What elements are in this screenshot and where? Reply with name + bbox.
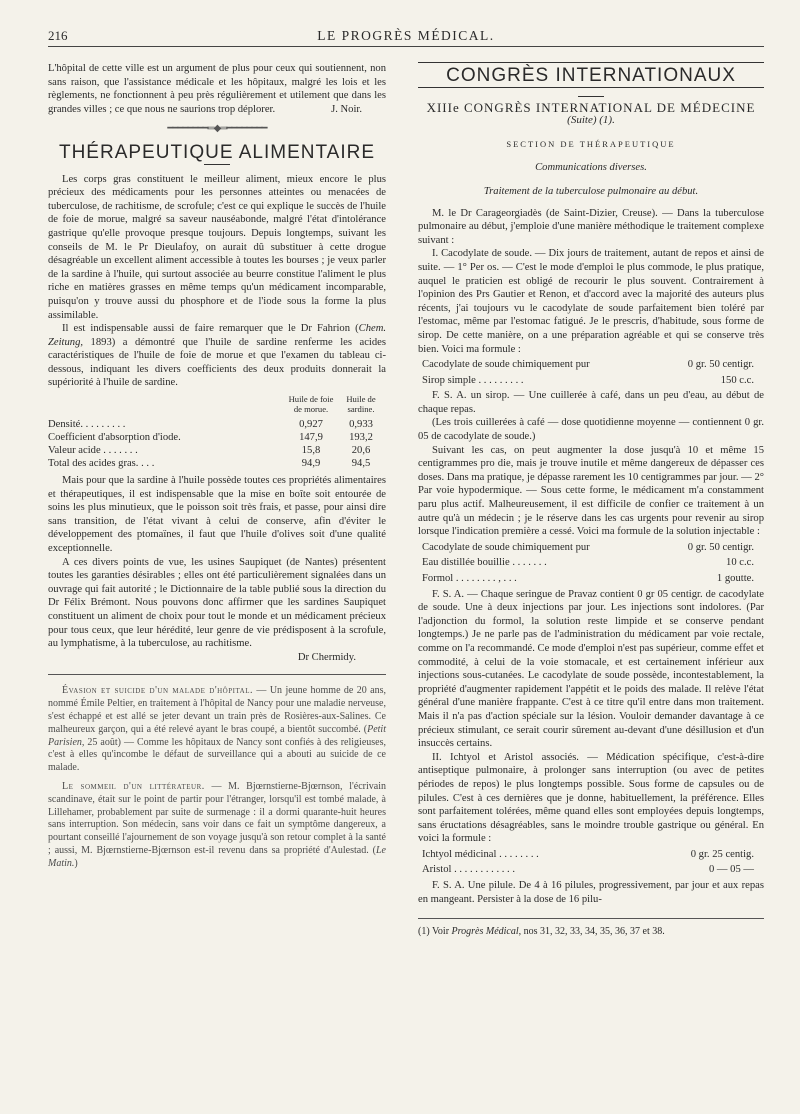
paragraph: M. le Dr Carageorgiadès (de Saint-Dizier, Creuse). — Dans la tuberculose pulmonaire au début, j'emploie d'une manière méthodique le traitement complexe suivant : xyxy=(418,207,764,246)
congress-subhead: XIIIe CONGRÈS INTERNATIONAL DE MÉDECINE xyxy=(426,99,756,115)
divider xyxy=(48,674,386,675)
news-item: Évasion et suicide d'un malade d'hôpital. — Un jeune homme de 20 ans, nommé Émile Peltier, en traitement à l'hôpital de Nancy pour une maladie nerveuse, s'est échappé et est allé se jeter devant un train près de Rosières-aux-Salines. Ce malheureux garçon, qui a été relevé ayant le bras coupé, a bientôt succombé. (Petit Parisien, 25 août) — Comme les hôpitaux de Nancy sont confiés à des religieuses, c'est à elles qu'incombe le défaut de surveillance qui a abouti au suicide de ce malade. xyxy=(48,685,386,774)
left-column xyxy=(48,62,386,871)
paragraph: F. S. A. un sirop. — Une cuillerée à café, dans un peu d'eau, au début de chaque repas. xyxy=(418,390,764,415)
title-rule xyxy=(578,96,604,97)
journal-title: LE PROGRÈS MÉDICAL. xyxy=(317,28,495,43)
paragraph: Il est indispensable aussi de faire remarquer que le Dr Fahrion (Chem. Zeitung, 1893) a démontré que l'huile de sardine renferme les acides caractéristiques de l'huile de foie de morue et que l'examen du tableau ci-dessous, indiquant les divers coefficients des deux produits donnerait la supériorité à l'huile de sardine. xyxy=(48,323,386,389)
page-header xyxy=(48,24,764,47)
title-rule xyxy=(204,164,230,165)
table-row: Total des acides gras. . . . 94,9 94,5 xyxy=(48,458,371,470)
formula-line: Ichtyol médicinal . . . . . . . . 0 gr. 25 centig. xyxy=(422,848,754,860)
table-row: Densité. . . . . . . . . 0,927 0,933 xyxy=(48,419,373,431)
paragraph: F. S. A. — Chaque seringue de Pravaz contient 0 gr 05 centigr. de cacodylate de soude. Une à deux injections par jour. Les injections sont indolores. (Par l'adjonction du formol, la solution reste limpide et se conserve pendant longtemps.) Je ne parle pas de l'administration du médicament par voie rectale, comme on l'a recommandé. Ce mode d'emploi n'est pas supérieur, comme effet et commodité, à celui de la voie stomacale, et est certainement inférieur aux injections sous-cutanées. Le cacodylate de soude possède, incontestablement, la propriété d'augmenter rapidement l'appétit et le poids des malade. Il relève l'état général d'une manière frappante. C'est à ce titre qu'il entre dans mon traitement. Mais il n'a pas d'action spéciale sur la lésion. Vouloir demander davantage à ce précieux stimulant, ce serait courir sûrement au-devant d'une désillusion et d'un insuccès certains. xyxy=(418,588,764,750)
oil-comparison-table xyxy=(48,394,386,470)
suite-note: (Suite) (1). xyxy=(567,114,615,127)
paragraph: A ces divers points de vue, les usines Saupiquet (de Nantes) présentent toutes les garanties désirables ; elles ont été particulièrement signalées dans un ouvrage qui fait autorité ; le Dictionnaire de la table publié sous la direction du Dr Félix Brémont. Nous pouvons donc affirmer que les sardines Saupiquet constituent un aliment de choix pour tout le monde et un médicament précieux pour tous ceux, que leur hérédité, leur genre de vie prédisposent à la scrofule, au lymphatisme, à la tuberculose, au rachitisme. xyxy=(48,556,386,650)
article-signature: Dr Chermidy. xyxy=(297,651,356,663)
section-title-therapeutique: THÉRAPEUTIQUE ALIMENTAIRE xyxy=(58,141,376,163)
formula-line: Cacodylate de soude chimiquement pur 0 gr. 50 centigr. xyxy=(422,541,754,553)
citation: Chem. Zeitung, xyxy=(48,323,386,348)
right-column xyxy=(418,62,764,939)
column-header: Huile de sardine. xyxy=(346,394,376,415)
footnote: (1) Voir Progrès Médical, nos 31, 32, 33, 34, 35, 36, 37 et 38. xyxy=(418,918,764,939)
formula-line: Formol . . . . . . . . , . . . 1 goutte. xyxy=(422,573,754,584)
ornamental-divider: ━━━━━━━━═◆═━━━━━━━━ xyxy=(167,123,267,135)
paragraph: Suivant les cas, on peut augmenter la dose jusqu'à 10 et même 15 centigrammes pro die, mais je trouve inutile et même dangereux de dépasser ces doses. Dans ma pratique, je dépasse rarement les 10 centigrammes par jour. — 2° Par voie hypodermique. — Sous cette forme, le médicament m'a constamment paru plus actif. Malheureusement, il est difficile de confier ce traitement à un autre qu'à un médecin ; je le réserve dans les cas urgents pour revenir au sirop lorsque l'indication première a cessé. Voici ma formule de la solution injectable : xyxy=(418,444,764,538)
page-number: 216 xyxy=(48,28,68,43)
table-row: Coefficient d'absorption d'iode. 147,9 193,2 xyxy=(48,432,373,444)
formula-line: Eau distillée bouillie . . . . . . . 10 c.c. xyxy=(422,557,754,569)
table-row: Valeur acide . . . . . . . 15,8 20,6 xyxy=(48,445,371,457)
paragraph: F. S. A. Une pilule. De 4 à 16 pilules, progressivement, par jour et aux repas en mangeant. Persister à la dose de 16 pilu- xyxy=(418,880,764,905)
news-item: Le sommeil d'un littérateur. — M. Bjœrnstierne-Bjœrnson, l'écrivain scandinave, était sur le point de partir pour l'étranger, lorsqu'il est tombé malade, à Lillehamer, probablement par suite de surmenage : il a dormi quarante-huit heures sans interruption. Son médecin, sans voir dans ce fait un symptôme dangereux, a pourtant conseillé l'ajournement de son voyage jusqu'à son retour complet à la santé ; aussi, M. Bjœrnstierne-Bjœrnson est-il revenu dans sa propriété d'Aulestad. (Le Matin.) xyxy=(48,780,386,869)
news-title: Le sommeil d'un littérateur. xyxy=(62,780,205,792)
paragraph: Mais pour que la sardine à l'huile possède toutes ces propriétés alimentaires et thérapeutiques, il est indispensable que la mise en boîte soit entourée de soins les plus minutieux, que le poisson soit très frais, et passe, pour ainsi dire sans transition, de l'état vivant à celui de conserve, afin d'éviter le développement des ptomaïnes, il faut que l'huile d'olives soit d'une qualité exceptionnelle. xyxy=(48,475,386,555)
topic-heading: Traitement de la tuberculose pulmonaire au début. xyxy=(483,185,699,197)
paragraph: I. Cacodylate de soude. — Dix jours de traitement, autant de repos et ainsi de suite. — 1° Per os. — C'est le mode d'emploi le plus commode, le plus pratique, auquel le praticien est obligé de recourir le plus souvent. Contrairement à l'opinion des Prs Gautier et Renon, et d'accord avec la majorité des auteurs plus récents, j'ai toujours vu le cacodylate de soude parfaitement bien toléré par l'estomac, même par l'estomac fatigué. Je le prescris, d'habitude, sous forme de sirop. De cette manière, on a une préparation agréable et qui se conserve très bien. Voici ma formule : xyxy=(418,248,764,355)
paragraph: Les corps gras constituent le meilleur aliment, mieux encore le plus précieux des médicaments pour les personnes atteintes ou menacées de tuberculose, de rachitisme, de scrofule; c'est ce qui explique le succès de l'huile de foie de morue, malgré sa saveur nauséabonde, malgré l'état d'intolérance gastrique qu'elle provoque presque toujours. Depuis longtemps, suivant les conseils de M. le Pr Dieulafoy, on aurait dû substituer à cette drogue désagréable un excellent aliment accessible à toutes les bourses ; je veux parler de la sardine à l'huile, qui surtout associée au beurre constitue l'aliment le plus riche en matières grasses en même temps qu'un médicament incomparable, puisqu'on y trouve aussi du phosphore et de l'iode sous la forme la plus assimilable. xyxy=(48,173,386,321)
intro-paragraph: L'hôpital de cette ville est un argument de plus pour ceux qui soutiennent, non sans raison, que l'assistance médicale et les hôpitaux, malgré les lois et les règlements, ne fonctionnent à peu près régulièrement et utilement que dans les grandes villes ; ce que nous ne saurions trop déplorer. J. Noir. xyxy=(48,63,386,115)
formula-line: Sirop simple . . . . . . . . . 150 c.c. xyxy=(422,374,754,386)
intro-signature: J. Noir. xyxy=(331,103,362,115)
formula-line: Cacodylate de soude chimiquement pur 0 gr. 50 centigr. xyxy=(422,359,754,371)
congress-title: CONGRÈS INTERNATIONAUX xyxy=(418,62,764,88)
news-title: Évasion et suicide d'un malade d'hôpital. xyxy=(62,685,253,697)
formula-line: Aristol . . . . . . . . . . . . 0 — 05 — xyxy=(422,864,754,876)
paragraph: (Les trois cuillerées à café — dose quotidienne moyenne — contiennent 0 gr. 05 de cacodylate de soude.) xyxy=(418,417,764,443)
paragraph: II. Ichtyol et Aristol associés. — Médication spécifique, c'est-à-dire antiseptique pulmonaire, à prolonger sans interruption (ou avec de petites périodes de repos) le plus longtemps possible. Sous forme de capsules ou de pilules. C'est à ces dernières que je donne, habituellement, la préférence. Elles sont parfaitement tolérées, même quand elles sont employées depuis longtemps, sans éructations désagréables, sans le moindre trouble gastrique ou général. En voici la formule : xyxy=(418,751,764,845)
section-label: SECTION DE THÉRAPEUTIQUE xyxy=(506,138,676,149)
communications-heading: Communications diverses. xyxy=(535,162,647,174)
table-header-row xyxy=(48,394,386,418)
column-header: Huile de foie de morue. xyxy=(288,394,334,415)
